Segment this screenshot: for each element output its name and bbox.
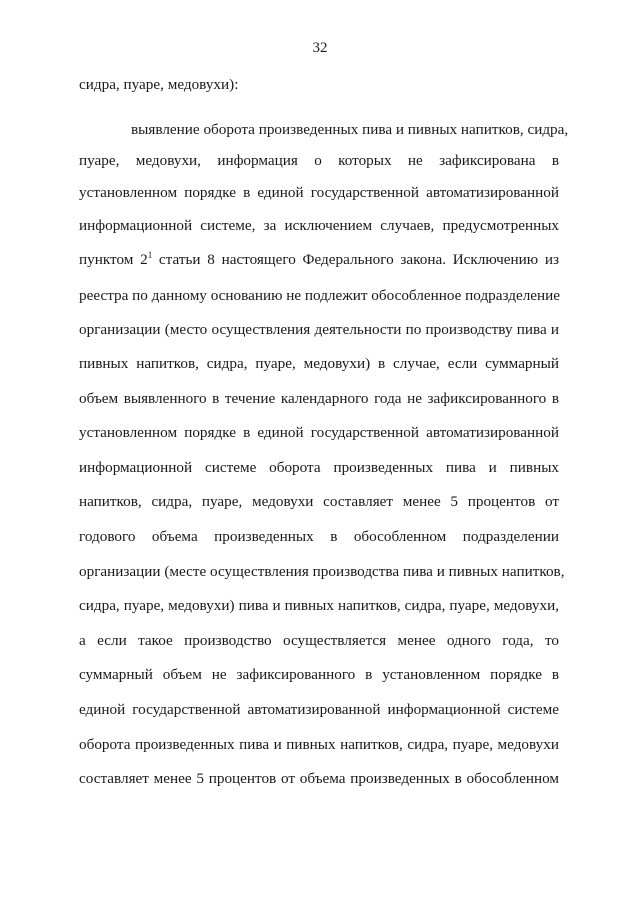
text-line-17: а если такое производство осуществляется менее одного года, то: [79, 632, 559, 649]
text-line-14: годового объема произведенных в обособленном подразделении: [79, 528, 559, 545]
text-line-3: пуаре, медовухи, информация о которых не зафиксирована в: [79, 152, 559, 169]
text-line-4: установленном порядке в единой государственной автоматизированной: [79, 184, 559, 201]
text-line-6-start: пунктом 2: [79, 251, 148, 268]
text-line-6-end: статьи 8 настоящего Федерального закона. Исключению из: [152, 251, 559, 268]
text-line-10: объем выявленного в течение календарного года не зафиксированного в: [79, 390, 559, 407]
text-line-1: сидра, пуаре, медовухи):: [79, 76, 239, 93]
text-line-19: единой государственной автоматизированной информационной системе: [79, 701, 559, 718]
text-line-13: напитков, сидра, пуаре, медовухи составляет менее 5 процентов от: [79, 493, 559, 510]
text-line-18: суммарный объем не зафиксированного в установленном порядке в: [79, 666, 559, 683]
text-line-15: организации (месте осуществления производства пива и пивных напитков,: [79, 563, 565, 580]
text-line-12: информационной системе оборота произведенных пива и пивных: [79, 459, 559, 476]
text-line-20: оборота произведенных пива и пивных напитков, сидра, пуаре, медовухи: [79, 736, 559, 753]
text-line-21: составляет менее 5 процентов от объема произведенных в обособленном: [79, 770, 559, 787]
text-line-11: установленном порядке в единой государственной автоматизированной: [79, 424, 559, 441]
text-line-9: пивных напитков, сидра, пуаре, медовухи) в случае, если суммарный: [79, 355, 559, 372]
footnote-superscript: 1: [147, 250, 153, 260]
text-line-5: информационной системе, за исключением случаев, предусмотренных: [79, 217, 559, 234]
text-line-6: [79, 250, 559, 270]
text-line-8: организации (место осуществления деятельности по производству пива и: [79, 321, 559, 338]
text-line-2: выявление оборота произведенных пива и пивных напитков, сидра,: [131, 121, 569, 138]
page-number: 32: [312, 40, 328, 56]
text-line-16: сидра, пуаре, медовухи) пива и пивных напитков, сидра, пуаре, медовухи,: [79, 597, 559, 614]
text-line-7: реестра по данному основанию не подлежит обособленное подразделение: [79, 287, 561, 304]
